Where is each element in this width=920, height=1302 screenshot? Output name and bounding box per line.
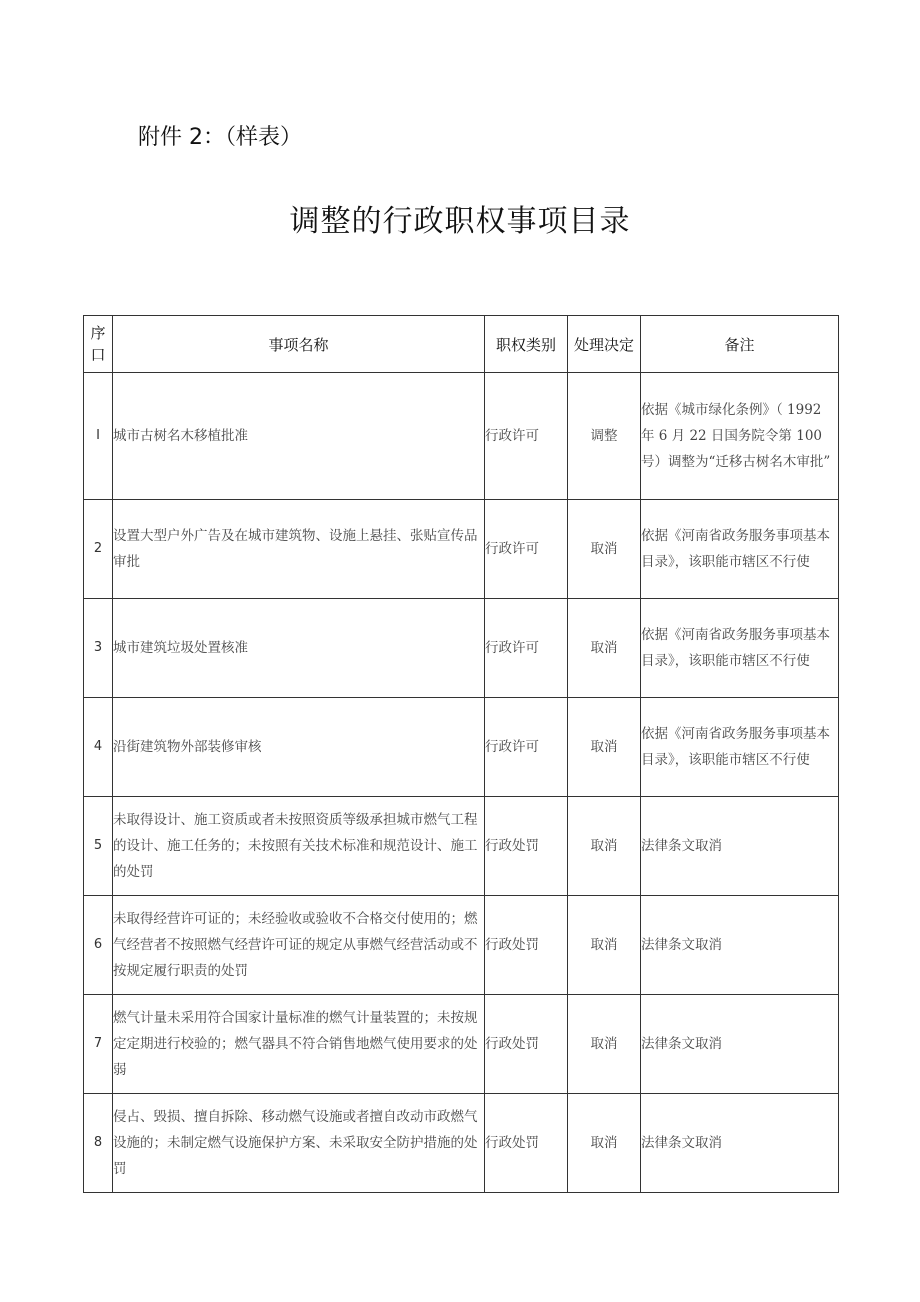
table-row [84, 797, 839, 896]
cell-note: 依据《河南省政务服务事项基本目录》，该职能市辖区不行使 [641, 500, 839, 599]
cell-note: 法律条文取消 [641, 995, 839, 1094]
catalog-table [83, 315, 839, 1193]
table-row [84, 1094, 839, 1193]
table-row [84, 599, 839, 698]
cell-seq: 4 [84, 698, 113, 797]
cell-name: 沿街建筑物外部装修审核 [113, 698, 485, 797]
page-title: 调整的行政职权事项目录 [289, 204, 631, 239]
cell-type: 行政许可 [485, 373, 568, 500]
cell-note: 法律条文取消 [641, 797, 839, 896]
cell-seq: 5 [84, 797, 113, 896]
cell-name: 设置大型户外广告及在城市建筑物、设施上悬挂、张贴宣传品审批 [113, 500, 485, 599]
header-type: 职权类别 [485, 316, 568, 373]
cell-note: 依据《河南省政务服务事项基本目录》，该职能市辖区不行使 [641, 698, 839, 797]
cell-type: 行政处罚 [485, 995, 568, 1094]
cell-seq: 2 [84, 500, 113, 599]
cell-seq: I [84, 373, 113, 500]
header-seq: 序口 [84, 316, 113, 373]
cell-decision: 取消 [568, 1094, 641, 1193]
cell-name: 侵占、毁损、擅自拆除、移动燃气设施或者擅自改动市政燃气设施的；未制定燃气设施保护方案、未采取安全防护措施的处罚 [113, 1094, 485, 1193]
cell-note: 依据《河南省政务服务事项基本目录》，该职能市辖区不行使 [641, 599, 839, 698]
cell-note: 依据《城市绿化条例》（ 1992 年 6 月 22 日国务院令第 100 号）调整为“迁移古树名木审批” [641, 373, 839, 500]
cell-type: 行政处罚 [485, 797, 568, 896]
cell-decision: 取消 [568, 995, 641, 1094]
table-row [84, 373, 839, 500]
cell-name: 未取得经营许可证的；未经验收或验收不合格交付使用的；燃气经营者不按照燃气经营许可证的规定从事燃气经营活动或不按规定履行职责的处罚 [113, 896, 485, 995]
cell-name: 未取得设计、施工资质或者未按照资质等级承担城市燃气工程的设计、施工任务的；未按照有关技术标准和规范设计、施工的处罚 [113, 797, 485, 896]
cell-decision: 调整 [568, 373, 641, 500]
cell-type: 行政处罚 [485, 1094, 568, 1193]
cell-type: 行政许可 [485, 698, 568, 797]
cell-decision: 取消 [568, 797, 641, 896]
header-name: 事项名称 [113, 316, 485, 373]
table-row [84, 995, 839, 1094]
cell-name: 城市古树名木移植批准 [113, 373, 485, 500]
cell-decision: 取消 [568, 698, 641, 797]
cell-type: 行政许可 [485, 599, 568, 698]
header-note: 备注 [641, 316, 839, 373]
cell-decision: 取消 [568, 896, 641, 995]
cell-type: 行政许可 [485, 500, 568, 599]
header-decision: 处理决定 [568, 316, 641, 373]
cell-decision: 取消 [568, 599, 641, 698]
cell-seq: 6 [84, 896, 113, 995]
cell-name: 燃气计量未采用符合国家计量标准的燃气计量装置的；未按规定定期进行校验的；燃气器具不符合销售地燃气使用要求的处弱 [113, 995, 485, 1094]
table-row [84, 896, 839, 995]
cell-decision: 取消 [568, 500, 641, 599]
table-header-row [84, 316, 839, 373]
cell-type: 行政处罚 [485, 896, 568, 995]
cell-seq: 3 [84, 599, 113, 698]
attachment-label: 附件 2：（样表） [138, 125, 302, 150]
table-row [84, 698, 839, 797]
cell-note: 法律条文取消 [641, 1094, 839, 1193]
cell-name: 城市建筑垃圾处置核准 [113, 599, 485, 698]
table-row [84, 500, 839, 599]
cell-note: 法律条文取消 [641, 896, 839, 995]
cell-seq: 7 [84, 995, 113, 1094]
cell-seq: 8 [84, 1094, 113, 1193]
